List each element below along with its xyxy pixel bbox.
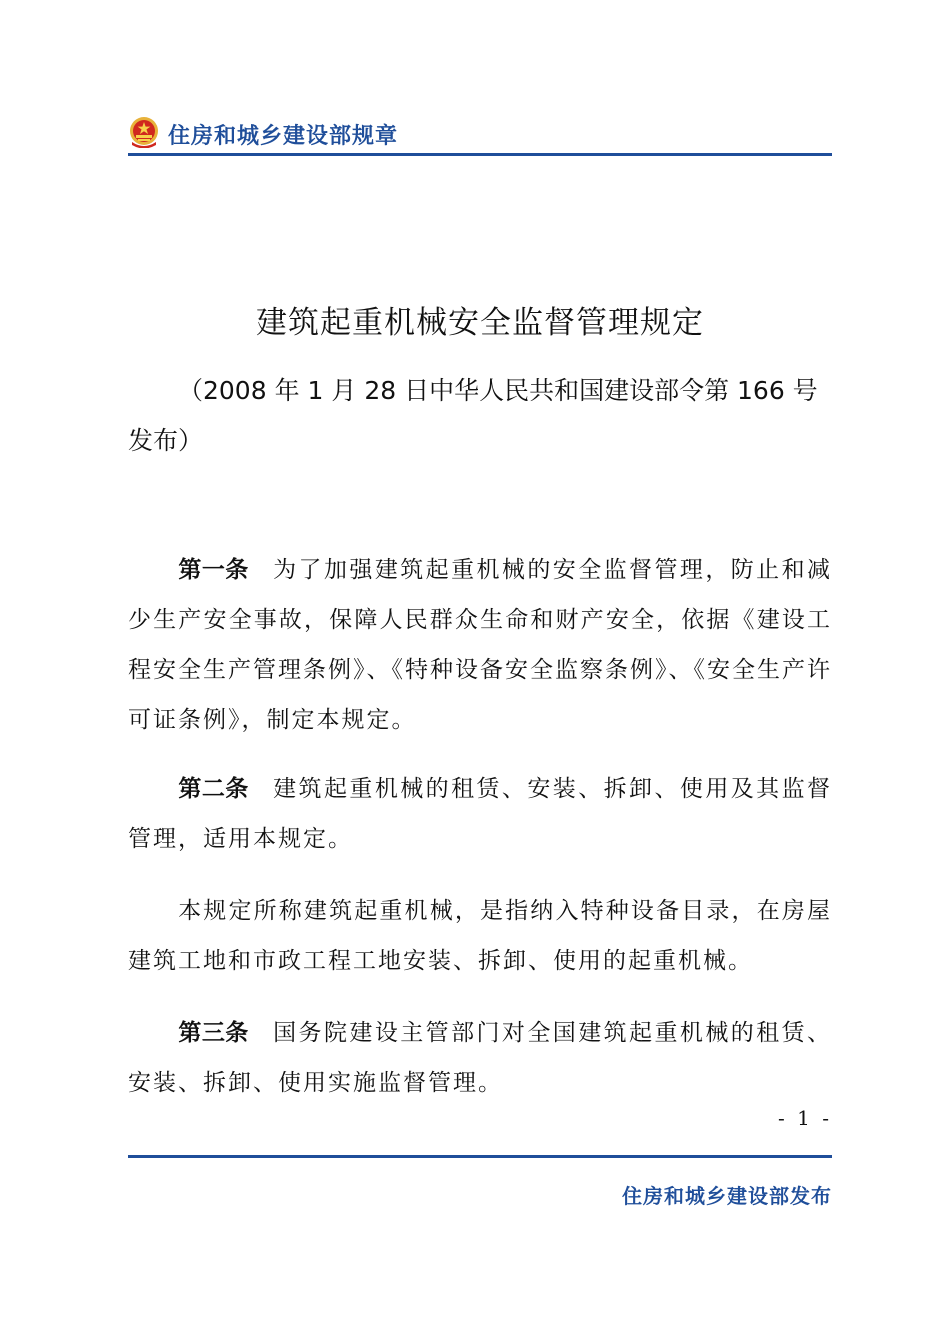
publication-note [128,366,832,466]
article-label: 第二条 [178,776,249,802]
header-divider [128,153,832,156]
header-title: 住房和城乡建设部规章 [168,124,399,149]
paragraph-text: 国务院建设主管部门对全国建筑起重机械的租赁、安装、拆卸、使用实施监督管理。 [128,1020,833,1096]
article-label: 第一条 [178,557,249,583]
article-label: 第三条 [178,1020,249,1046]
paragraph-text: 建筑起重机械的租赁、安装、拆卸、使用及其监督管理，适用本规定。 [128,776,833,852]
paragraph-definition [128,886,832,986]
document-title: 建筑起重机械安全监督管理规定 [256,305,704,341]
national-emblem-icon [128,116,160,148]
publication-note-text: （2008 年 1 月 28 日中华人民共和国建设部令第 166 号发布） [128,376,818,455]
paragraph-text: 本规定所称建筑起重机械，是指纳入特种设备目录，在房屋建筑工地和市政工程工地安装、拆卸、使用的起重机械。 [128,898,832,974]
page-number: - 1 - [778,1106,832,1130]
page-header [128,114,832,154]
paragraph-text: 为了加强建筑起重机械的安全监督管理，防止和减少生产安全事故，保障人民群众生命和财产安全，依据《建设工程安全生产管理条例》、《特种设备安全监察条例》、《安全生产许可证条例》，制定本规定。 [128,557,833,733]
paragraph-article-3 [128,1008,832,1108]
paragraph-article-1 [128,545,832,745]
footer-publisher: 住房和城乡建设部发布 [622,1184,832,1208]
footer-divider [128,1155,832,1158]
paragraph-article-2 [128,764,832,864]
